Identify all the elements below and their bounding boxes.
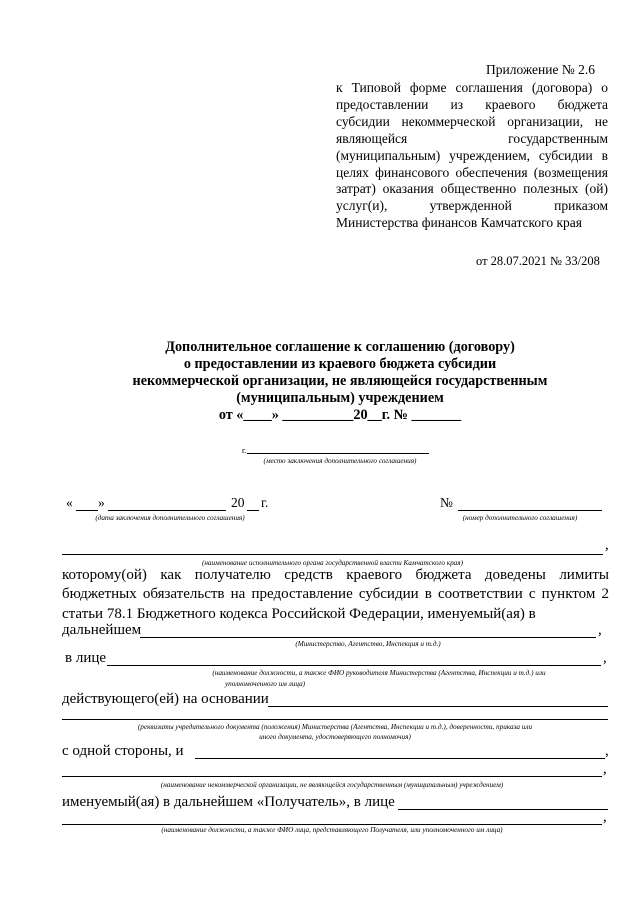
hereinafter-caption: (Министерство, Агентство, Инспекция и т.д.) [295, 640, 441, 648]
date-day-field[interactable] [76, 496, 98, 511]
limits-paragraph: которому(ой) как получателю средств краевого бюджета доведены лимиты бюджетных обязательств на предоставление субсидии в соответствии с пунктом 2 статьи 78.1 Бюджетного кодекса Российской Федерации, именуемый(ая) в [62, 567, 609, 622]
in-person-field[interactable] [107, 651, 601, 666]
number-caption: (номер дополнительного соглашения) [462, 514, 578, 522]
date-caption: (дата заключения дополнительного соглашения) [95, 514, 245, 522]
place-caption: (место заключения дополнительного соглашения) [263, 457, 417, 465]
executive-body-comma: , [605, 537, 609, 553]
one-side-field[interactable] [195, 744, 605, 759]
acting-basis-field-2[interactable] [62, 708, 608, 720]
representative-comma: , [603, 809, 607, 825]
hereinafter-field[interactable] [140, 623, 596, 638]
recipient-field[interactable] [398, 795, 608, 810]
acting-basis-caption-2: иного документа, удостоверяющего полномочия) [259, 733, 411, 741]
acting-basis-label: действующего(ей) на основании [62, 691, 269, 707]
appendix-body: к Типовой форме соглашения (договора) о предоставлении из краевого бюджета субсидии некоммерческой организации, не являющейся государственным (муниципальным) учреждением, субсидии в целях финансового обеспечения (возмещения затрат) оказания общественно полезных (ой) услуг(и), утвержденной приказом Министерства финансов Камчатского края [336, 80, 608, 231]
in-person-caption-2: уполномоченного им лица) [224, 680, 306, 688]
appendix-date: от 28.07.2021 № 33/208 [476, 254, 600, 268]
representative-caption: (наименование должности, а также ФИО лица, представляющего Получателя, или уполномоченного им лица) [161, 826, 503, 834]
title-line-4: (муниципальным) учреждением [236, 390, 444, 406]
date-year-field[interactable] [247, 496, 259, 511]
in-person-caption-1: (наименование должности, а также ФИО руководителя Министерства (Агентства, Инспекции и т.д.) или [212, 669, 546, 677]
date-year: 20 [231, 495, 245, 510]
title-line-2: о предоставлении из краевого бюджета субсидии [183, 356, 497, 372]
acting-basis-caption-1: (реквизиты учредительного документа (положения) Министерства (Агентства, Инспекции и т.д.), доверенности, приказа или [137, 723, 533, 731]
place-field[interactable] [247, 441, 429, 454]
executive-body-field[interactable] [62, 540, 603, 555]
one-side-label: с одной стороны, и [62, 743, 184, 759]
date-open-quote: « [66, 495, 73, 510]
hereinafter-label: дальнейшем [62, 622, 142, 638]
title-line-5: от «____» __________20__г. № _______ [218, 407, 462, 423]
in-person-label: в лице [65, 650, 107, 666]
date-close-quote: » [98, 495, 105, 510]
organization-field[interactable] [62, 764, 602, 777]
in-person-comma: , [603, 650, 607, 666]
acting-basis-field[interactable] [268, 692, 608, 707]
recipient-label: именуемый(ая) в дальнейшем «Получатель», в лице [62, 794, 395, 810]
document-title [40, 339, 640, 424]
one-side-comma: , [605, 743, 609, 759]
organization-comma: , [603, 761, 607, 777]
title-line-1: Дополнительное соглашение к соглашению (договору) [165, 339, 515, 355]
appendix-title: Приложение № 2.6 [486, 62, 595, 77]
date-year-suffix: г. [261, 495, 269, 510]
representative-field[interactable] [62, 812, 602, 825]
number-sign: № [440, 495, 453, 510]
organization-caption: (наименование некоммерческой организации, не являющейся государственным (муниципальным) учреждением) [160, 781, 504, 789]
number-field[interactable] [458, 496, 602, 511]
hereinafter-comma: , [598, 622, 602, 638]
title-line-3: некоммерческой организации, не являющейся государственным [132, 373, 548, 389]
executive-body-caption: (наименование исполнительного органа государственной власти Камчатского края) [201, 559, 464, 567]
place-prefix: г. [242, 446, 247, 455]
date-month-field[interactable] [108, 496, 226, 511]
